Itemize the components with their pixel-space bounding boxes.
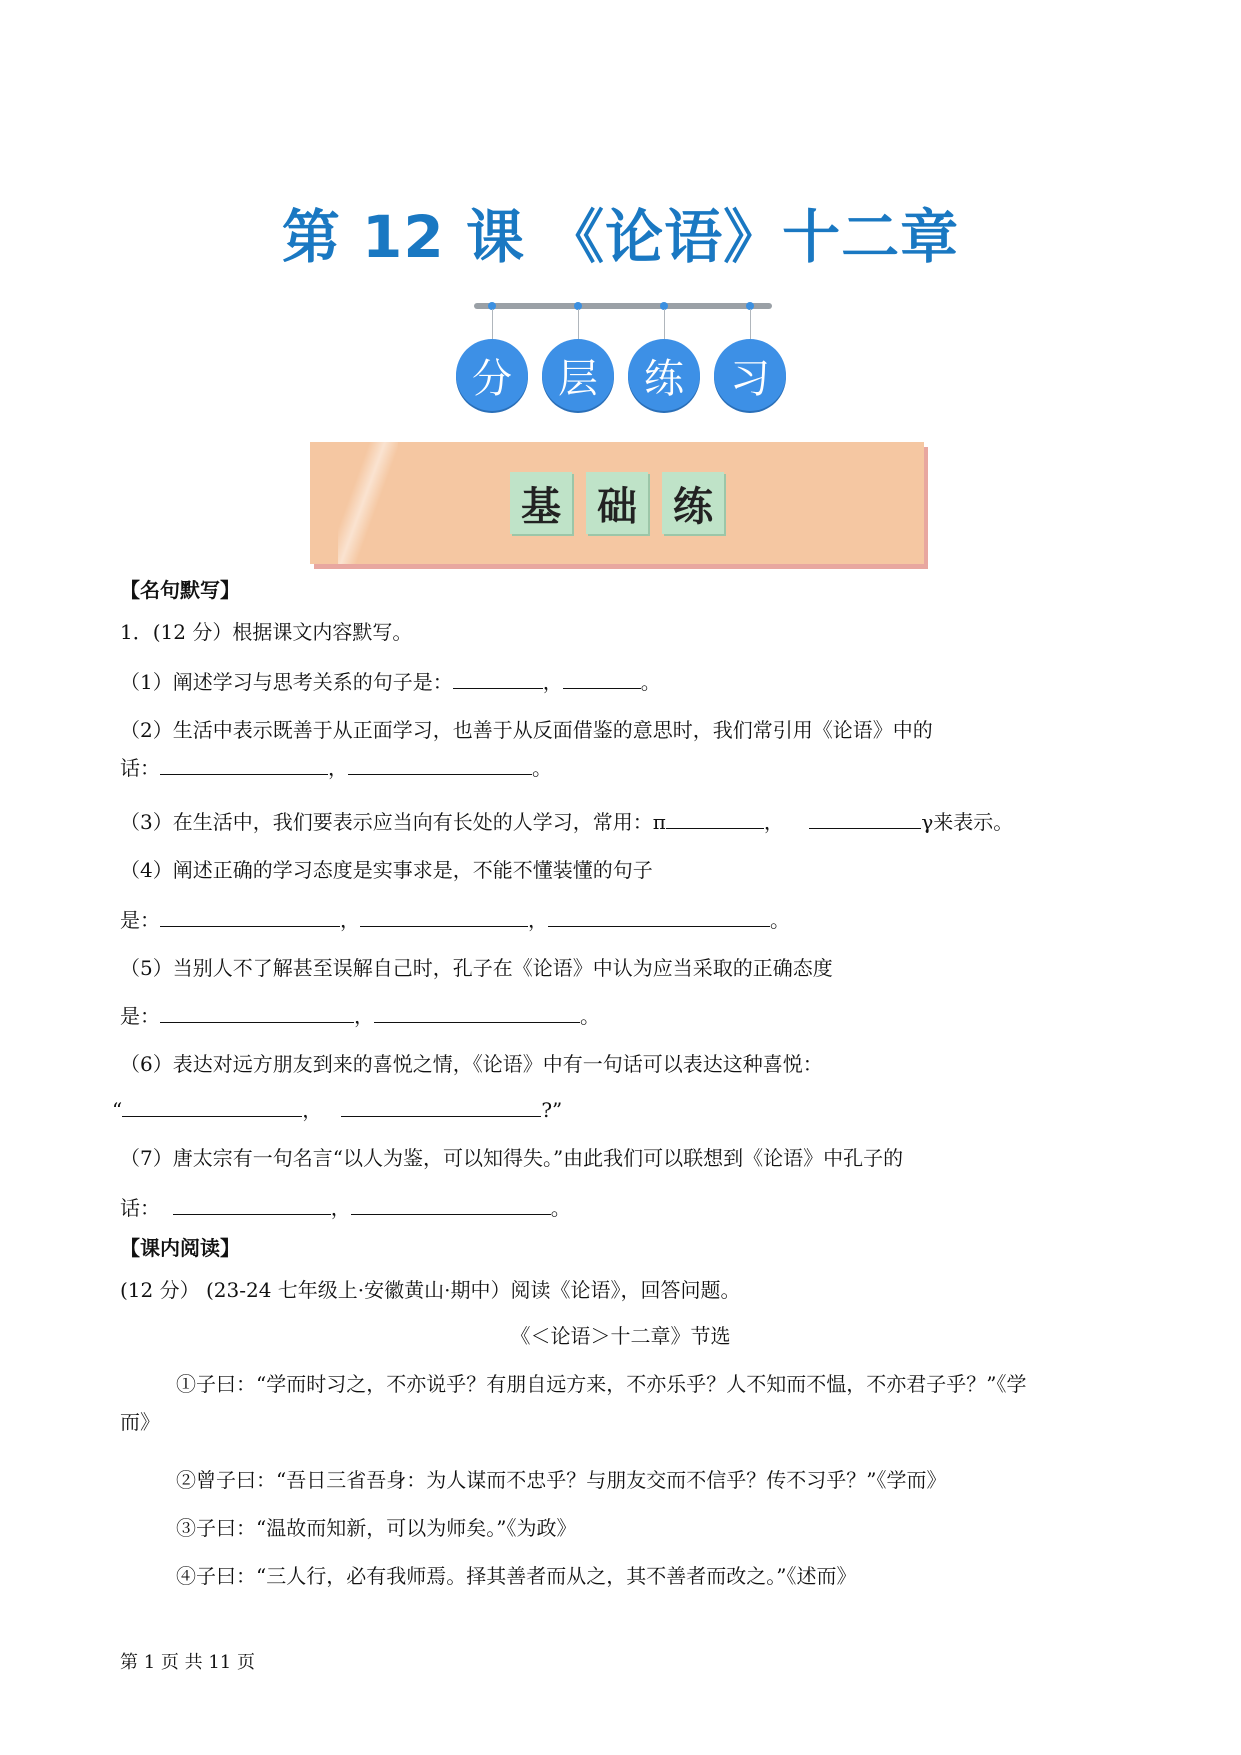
passage-paragraph: 而》 [120,1410,160,1434]
question-item: （5）当别人不了解甚至误解自己时，孔子在《论语》中认为应当采取的正确态度 [120,956,833,980]
answer-blank[interactable] [809,810,921,829]
answer-blank[interactable] [360,908,528,927]
answer-blank[interactable] [351,1196,551,1215]
passage-paragraph: ②曾子曰：“吾日三省吾身：为人谋而不忠乎？与朋友交而不信乎？传不习乎？”《学而》 [176,1468,947,1492]
passage-paragraph: ③子曰：“温故而知新，可以为师矣。”《为政》 [176,1516,577,1540]
item-text: ， [528,908,548,932]
item-text: （1）阐述学习与思考关系的句子是： [120,670,453,694]
page-footer: 第 1 页 共 11 页 [120,1652,255,1673]
question-item [120,1004,600,1028]
basic-practice-panel [310,442,924,564]
banner-bubble: 练 [628,339,700,411]
panel-tile: 础 [586,472,648,534]
item-text: 。 [532,756,552,780]
item-text: ， [542,670,563,694]
answer-blank[interactable] [374,1004,580,1023]
question-item: （2）生活中表示既善于从正面学习，也善于从反面借鉴的意思时，我们常引用《论语》中的 [120,718,933,742]
section-heading: 【课内阅读】 [120,1236,240,1260]
panel-tile: 练 [662,472,724,534]
question-item [120,1196,571,1220]
item-text: γ来表示。 [921,810,1014,834]
answer-blank[interactable] [453,670,543,689]
banner-string [578,309,579,339]
item-text: （3）在生活中，我们要表示应当向有长处的人学习，常用：π [120,810,666,834]
section-heading: 【名句默写】 [120,578,240,602]
question-intro: 1．(12 分）根据课文内容默写。 [120,620,413,644]
banner-bubble: 习 [714,339,786,411]
answer-blank[interactable] [563,670,641,689]
answer-blank[interactable] [548,908,770,927]
banner-bubble: 层 [542,339,614,411]
question-item [112,1098,562,1122]
item-text: 是： [120,1004,160,1028]
item-text: 话： [120,756,160,780]
item-text: 。 [580,1004,600,1028]
item-text: ， [302,1098,323,1122]
item-text: ， [328,756,348,780]
answer-blank[interactable] [160,756,328,775]
question-item [120,756,552,780]
passage-paragraph: ①子曰：“学而时习之，不亦说乎？有朋自远方来，不亦乐乎？人不知而不愠，不亦君子乎？”《学 [176,1372,1027,1396]
item-text: 话： [120,1196,160,1220]
answer-blank[interactable] [666,810,764,829]
item-text: 。 [550,1196,571,1220]
answer-blank[interactable] [160,1004,354,1023]
question-item: （4）阐述正确的学习态度是实事求是，不能不懂装懂的句子 [120,858,653,882]
item-text: 。 [770,908,790,932]
answer-blank[interactable] [122,1098,302,1117]
item-text: ?” [541,1098,563,1122]
banner-string [750,309,751,339]
banner-bubble: 分 [456,339,528,411]
banner-bar [474,303,772,309]
question-item: （6）表达对远方朋友到来的喜悦之情，《论语》中有一句话可以表达这种喜悦： [120,1052,823,1076]
question-item [120,670,661,694]
answer-blank[interactable] [348,756,532,775]
question-item: （7）唐太宗有一句名言“以人为鉴，可以知得失。”由此我们可以联想到《论语》中孔子的 [120,1146,904,1170]
banner-string [664,309,665,339]
item-text: ， [354,1004,374,1028]
panel-tile: 基 [510,472,572,534]
answer-blank[interactable] [160,908,340,927]
question-intro: (12 分） (23-24 七年级上·安徽黄山·期中）阅读《论语》，回答问题。 [120,1278,741,1302]
answer-blank[interactable] [341,1098,541,1117]
answer-blank[interactable] [173,1196,331,1215]
item-text: 。 [640,670,661,694]
item-text: 是： [120,908,160,932]
passage-title: 《＜论语＞十二章》节选 [510,1324,731,1348]
passage-paragraph: ④子曰：“三人行，必有我师焉。择其善者而从之，其不善者而改之。”《述而》 [176,1564,857,1588]
item-text: “ [112,1098,123,1122]
item-text: ， [763,810,784,834]
item-text: ， [330,1196,351,1220]
question-item [120,810,1013,834]
banner-string [492,309,493,339]
item-text: ， [340,908,360,932]
question-item [120,908,790,932]
page-title: 第 12 课 《论语》十二章 [281,203,960,271]
